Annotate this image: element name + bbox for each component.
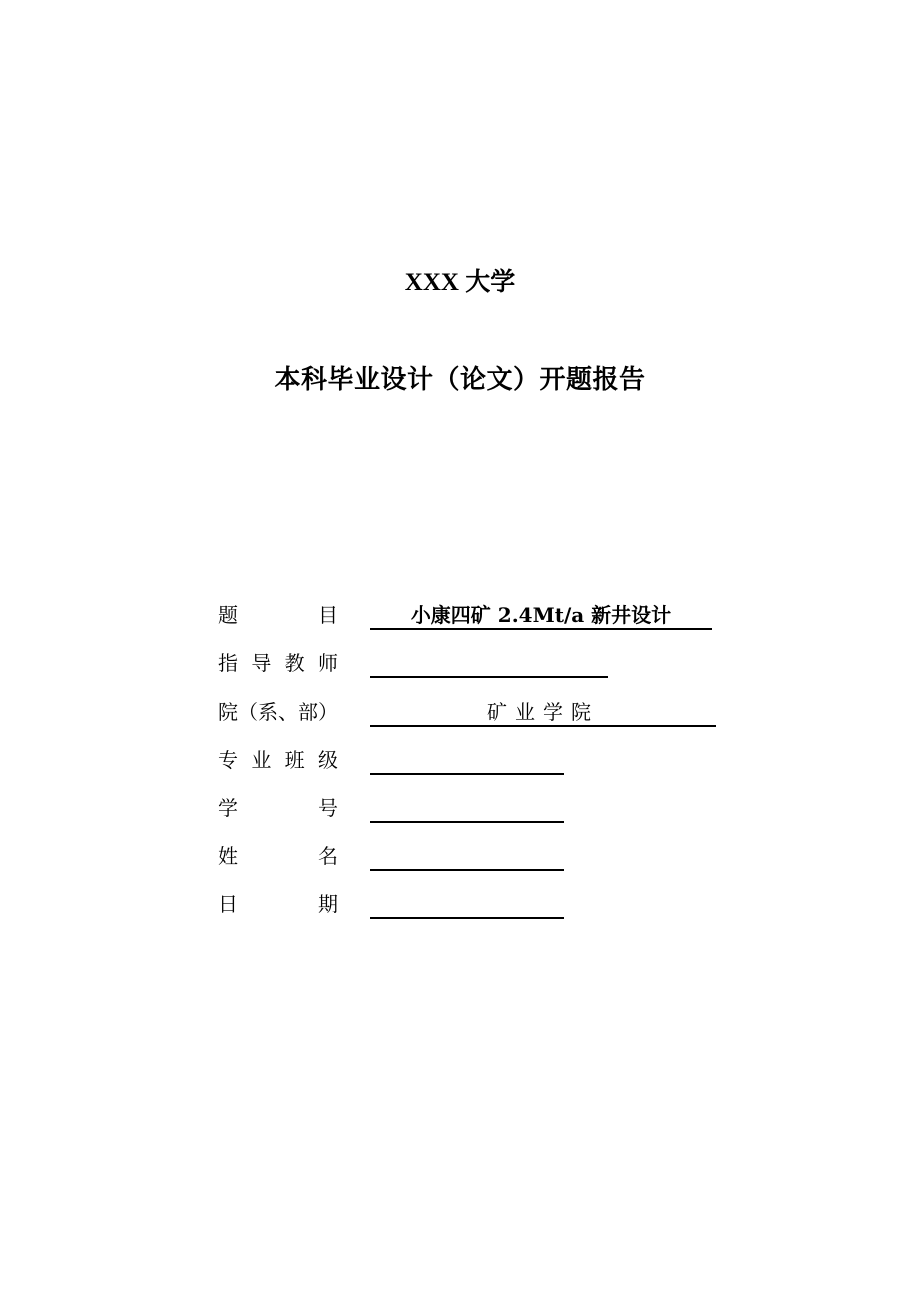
student-id-row xyxy=(218,793,738,823)
topic-label: 题 目 xyxy=(218,603,338,627)
date-row xyxy=(218,889,738,919)
university-title: XXX 大学 xyxy=(404,269,516,296)
topic-value: 小康四矿 2.4Mt/a 新井设计 xyxy=(370,600,712,630)
class-label: 专 业 班 级 xyxy=(218,748,338,772)
student-id-label: 学 号 xyxy=(218,796,338,820)
advisor-row xyxy=(218,648,738,678)
class-value xyxy=(370,745,564,775)
class-row xyxy=(218,745,738,775)
topic-row xyxy=(218,600,738,630)
name-row xyxy=(218,841,738,871)
date-value xyxy=(370,889,564,919)
name-label: 姓 名 xyxy=(218,844,338,868)
advisor-value xyxy=(370,648,608,678)
student-id-value xyxy=(370,793,564,823)
report-title: 本科毕业设计（论文）开题报告 xyxy=(274,365,646,395)
date-label: 日 期 xyxy=(218,892,338,916)
advisor-label: 指 导 教 师 xyxy=(218,651,338,675)
name-value xyxy=(370,841,564,871)
department-value: 矿业学院 xyxy=(370,697,716,727)
department-label: 院（系、部） xyxy=(218,700,338,724)
department-row xyxy=(218,697,738,727)
